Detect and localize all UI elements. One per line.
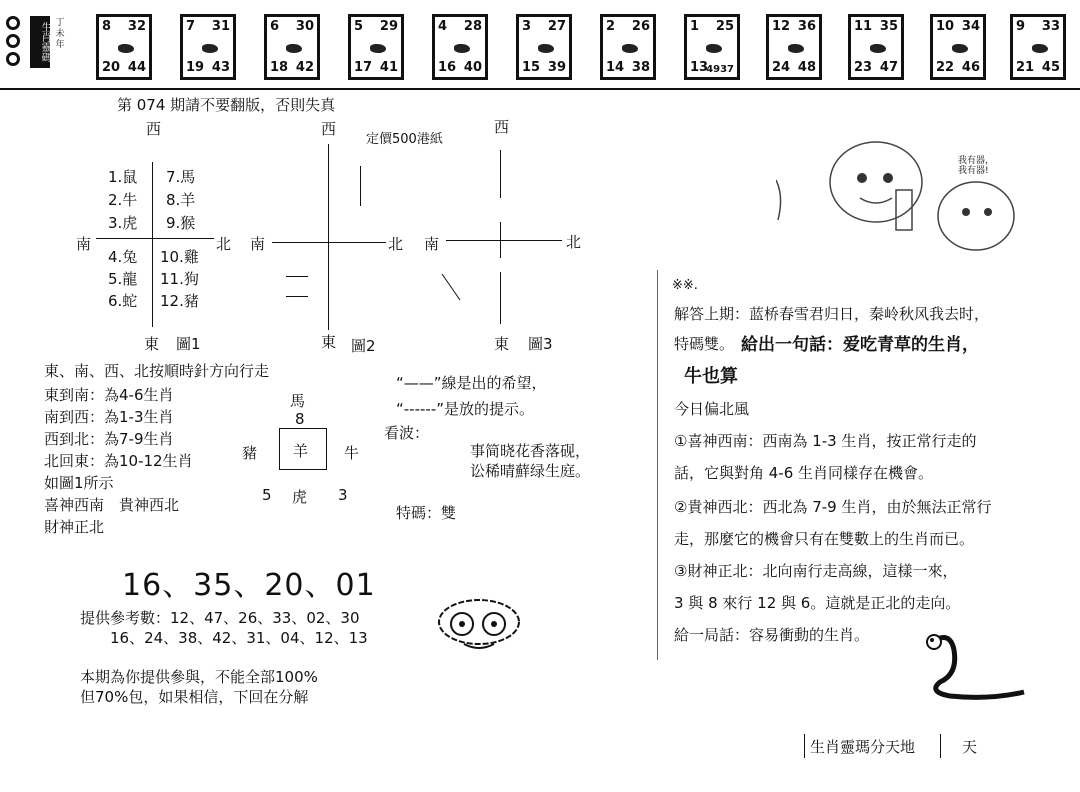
fig3-diagonal: [440, 272, 464, 302]
box-number-bottom-left: 21: [1016, 60, 1035, 75]
zodiac-silhouette-icon: [952, 44, 968, 53]
fig3-south: 南: [424, 235, 440, 253]
number-box: [930, 14, 986, 80]
box-number-bottom-right: 46: [961, 60, 980, 75]
fig2-vertical-axis: [328, 144, 329, 330]
box-number-top-left: 3: [522, 19, 532, 34]
zodiac-silhouette-icon: [870, 44, 886, 53]
zodiac-silhouette-icon: [1032, 44, 1048, 53]
disclaimer-line-2: 但70%包，如果相信，下回在分解: [80, 688, 309, 706]
zodiac-2: 2.牛: [108, 191, 138, 209]
box-number-top-left: 12: [772, 19, 791, 34]
number-box: [348, 14, 404, 80]
box-number-top-right: 30: [295, 19, 314, 34]
box-number-top-left: 5: [354, 19, 364, 34]
zodiac-6: 6.蛇: [108, 292, 138, 310]
zodiac-10: 10.雞: [160, 248, 199, 266]
hint-line-dashed: “------”是放的提示。: [396, 400, 535, 418]
ring-icon: [6, 34, 20, 48]
box-number-bottom-left: 13: [690, 60, 709, 75]
fig3-vertical-bottom: [500, 272, 501, 324]
main-numbers: 16、35、20、01: [122, 568, 376, 603]
fig2-dash: [286, 276, 308, 277]
notice: 第 074 期請不要翻版，否則失真: [117, 96, 336, 114]
point-4: 給一局話：容易衝動的生肖。: [674, 626, 870, 644]
fig1-south: 南: [76, 235, 92, 253]
point-3b: 3 與 8 來行 12 與 6。這就是正北的走向。: [674, 594, 961, 612]
ring-icon: [6, 52, 20, 66]
box-number-top-left: 10: [936, 19, 955, 34]
number-box: [96, 14, 152, 80]
fig1-horizontal-axis: [96, 238, 214, 239]
zodiac-silhouette-icon: [118, 44, 134, 53]
number-box: [432, 14, 488, 80]
rule-south-west: 南到西：為1-3生肖: [44, 408, 174, 426]
box-number-bottom-left: 15: [522, 60, 541, 75]
cross-top-num: 8: [295, 410, 305, 428]
rule-fig-ref: 如圖1所示: [44, 474, 114, 492]
number-box: [600, 14, 656, 80]
footer-right-bar: [940, 734, 941, 758]
box-number-bottom-right: 4937: [706, 64, 734, 75]
number-box: [180, 14, 236, 80]
box-number-bottom-left: 22: [936, 60, 955, 75]
box-number-bottom-right: 45: [1041, 60, 1060, 75]
footer-label: 生肖靈瑪分天地: [810, 738, 916, 756]
zodiac-9: 9.猴: [166, 214, 196, 232]
price-label: 定價500港紙: [366, 132, 443, 147]
zodiac-silhouette-icon: [622, 44, 638, 53]
box-number-bottom-left: 18: [270, 60, 289, 75]
box-number-top-left: 1: [690, 19, 700, 34]
rule-west-north: 西到北：為7-9生肖: [44, 430, 174, 448]
answer-line-2b: 給出一句話：爱吃青草的生肖，: [741, 335, 979, 355]
box-number-bottom-right: 47: [879, 60, 898, 75]
box-number-bottom-left: 16: [438, 60, 457, 75]
rule-east-south: 東到南：為4-6生肖: [44, 386, 174, 404]
reference-line-1: 提供參考數：12、47、26、33、02、30: [80, 609, 360, 627]
special-code: 特碼：雙: [396, 504, 457, 522]
cross-bottom: 虎: [292, 488, 308, 506]
fig1-east: 東: [144, 335, 160, 353]
ring-icon: [6, 16, 20, 30]
zodiac-7: 7.馬: [166, 168, 196, 186]
cross-bottom-right: 3: [338, 486, 348, 504]
zodiac-silhouette-icon: [202, 44, 218, 53]
fig3-horizontal-axis: [446, 240, 562, 241]
rule-north-east: 北回東：為10-12生肖: [44, 452, 193, 470]
zodiac-silhouette-icon: [286, 44, 302, 53]
box-number-top-left: 7: [186, 19, 196, 34]
box-number-top-left: 4: [438, 19, 448, 34]
box-number-top-right: 27: [547, 19, 566, 34]
fig2-south: 南: [250, 235, 266, 253]
box-number-top-right: 29: [379, 19, 398, 34]
number-box: [848, 14, 904, 80]
poem-line-1: 事简晓花香落砚，: [470, 442, 591, 460]
cross-top: 馬: [290, 392, 306, 410]
box-number-bottom-left: 20: [102, 60, 121, 75]
box-number-bottom-left: 19: [186, 60, 205, 75]
zodiac-silhouette-icon: [788, 44, 804, 53]
fig3-label: 圖3: [528, 335, 553, 353]
rule-wealth: 財神正北: [44, 518, 105, 536]
cross-left: 豬: [242, 444, 258, 462]
fig2-east: 東: [321, 333, 337, 351]
box-number-bottom-right: 39: [547, 60, 566, 75]
rules-intro: 東、南、西、北按順時針方向行走: [44, 362, 270, 380]
fig2-label: 圖2: [351, 337, 376, 355]
watch-label: 看波：: [384, 424, 430, 442]
sheep-illustration: [434, 596, 524, 654]
hint-line-solid: “——”線是出的希望，: [396, 374, 547, 392]
box-number-top-right: 26: [631, 19, 650, 34]
fig2-hint-line: [360, 166, 361, 206]
box-number-bottom-left: 14: [606, 60, 625, 75]
number-box: [1010, 14, 1066, 80]
box-number-top-right: 35: [879, 19, 898, 34]
year-label: 丁未年: [55, 18, 65, 50]
point-1a: ①喜神西南：西南為 1-3 生肖，按正常行走的: [674, 432, 977, 450]
box-number-top-left: 6: [270, 19, 280, 34]
cross-right: 牛: [344, 444, 360, 462]
box-number-top-right: 31: [211, 19, 230, 34]
number-box: [516, 14, 572, 80]
number-box: [766, 14, 822, 80]
fig1-north: 北: [216, 235, 232, 253]
answer-line-2a: 特碼雙。: [674, 335, 735, 353]
zodiac-1: 1.鼠: [108, 168, 138, 186]
box-number-top-left: 8: [102, 19, 112, 34]
fig2-horizontal-axis: [272, 242, 386, 243]
box-number-bottom-left: 24: [772, 60, 791, 75]
box-number-bottom-left: 17: [354, 60, 373, 75]
zodiac-silhouette-icon: [454, 44, 470, 53]
snake-illustration: [920, 630, 1030, 702]
today-wind: 今日偏北風: [674, 400, 750, 418]
fig3-north: 北: [566, 233, 582, 251]
box-number-bottom-right: 44: [127, 60, 146, 75]
fig2-dash: [286, 296, 308, 297]
footer-left-bar: [804, 734, 805, 758]
zodiac-5: 5.龍: [108, 270, 138, 288]
column-divider: [657, 270, 658, 660]
speech-bubble: 我有器，我有器!: [958, 156, 995, 176]
box-number-bottom-right: 42: [295, 60, 314, 75]
zodiac-silhouette-icon: [538, 44, 554, 53]
zodiac-3: 3.虎: [108, 214, 138, 232]
fig3-vertical-top: [500, 150, 501, 198]
box-number-bottom-right: 48: [797, 60, 816, 75]
box-number-top-right: 34: [961, 19, 980, 34]
box-number-top-left: 11: [854, 19, 873, 34]
disclaimer-line-1: 本期為你提供參與，不能全部100%: [80, 668, 318, 686]
fig3-west: 西: [494, 118, 510, 136]
zodiac-4: 4.兔: [108, 248, 138, 266]
box-number-top-right: 36: [797, 19, 816, 34]
poem-line-2: 讼稀晴蘚绿生庭。: [470, 462, 591, 480]
box-number-bottom-right: 43: [211, 60, 230, 75]
header-divider: [0, 88, 1080, 90]
fig3-east: 東: [494, 335, 510, 353]
box-number-bottom-right: 40: [463, 60, 482, 75]
marks: ※※.: [672, 278, 698, 293]
gods-illustration: [776, 120, 1028, 260]
rule-gods: 喜神西南 貴神西北: [44, 496, 180, 514]
fig1-west: 西: [146, 120, 162, 138]
box-number-top-left: 9: [1016, 19, 1026, 34]
fig2-west: 西: [321, 120, 337, 138]
box-number-bottom-right: 41: [379, 60, 398, 75]
point-2a: ②貴神西北：西北為 7-9 生肖，由於無法正常行: [674, 498, 992, 516]
box-number-top-right: 32: [127, 19, 146, 34]
box-number-top-right: 33: [1041, 19, 1060, 34]
point-1b: 話，它與對角 4-6 生肖同樣存在機會。: [674, 464, 934, 482]
point-3a: ③財神正北：北向南行走高線，這樣一來，: [674, 562, 958, 580]
answer-line-3: 牛也算: [684, 366, 738, 387]
fig2-north: 北: [388, 235, 404, 253]
answer-line-1: 解答上期：蓝桥春雪君归日，秦岭秋风我去时，: [674, 305, 990, 323]
fig1-label: 圖1: [176, 335, 201, 353]
cross-bottom-left: 5: [262, 486, 272, 504]
number-box: [264, 14, 320, 80]
cross-center: 羊: [293, 442, 309, 460]
footer-tail: 天: [962, 738, 978, 756]
box-number-top-right: 28: [463, 19, 482, 34]
number-box: [684, 14, 740, 80]
zodiac-8: 8.羊: [166, 191, 196, 209]
box-number-bottom-right: 38: [631, 60, 650, 75]
fig1-vertical-axis: [152, 162, 153, 327]
zodiac-silhouette-icon: [370, 44, 386, 53]
box-number-top-right: 25: [715, 19, 734, 34]
box-number-bottom-left: 23: [854, 60, 873, 75]
box-number-top-left: 2: [606, 19, 616, 34]
zodiac-12: 12.豬: [160, 292, 199, 310]
brand-label: 生肖靈碼: [30, 16, 50, 68]
header-strip: [0, 0, 1080, 88]
point-2b: 走，那麼它的機會只有在雙數上的生肖而已。: [674, 530, 975, 548]
reference-line-2: 16、24、38、42、31、04、12、13: [110, 629, 368, 647]
zodiac-11: 11.狗: [160, 270, 199, 288]
zodiac-silhouette-icon: [706, 44, 722, 53]
